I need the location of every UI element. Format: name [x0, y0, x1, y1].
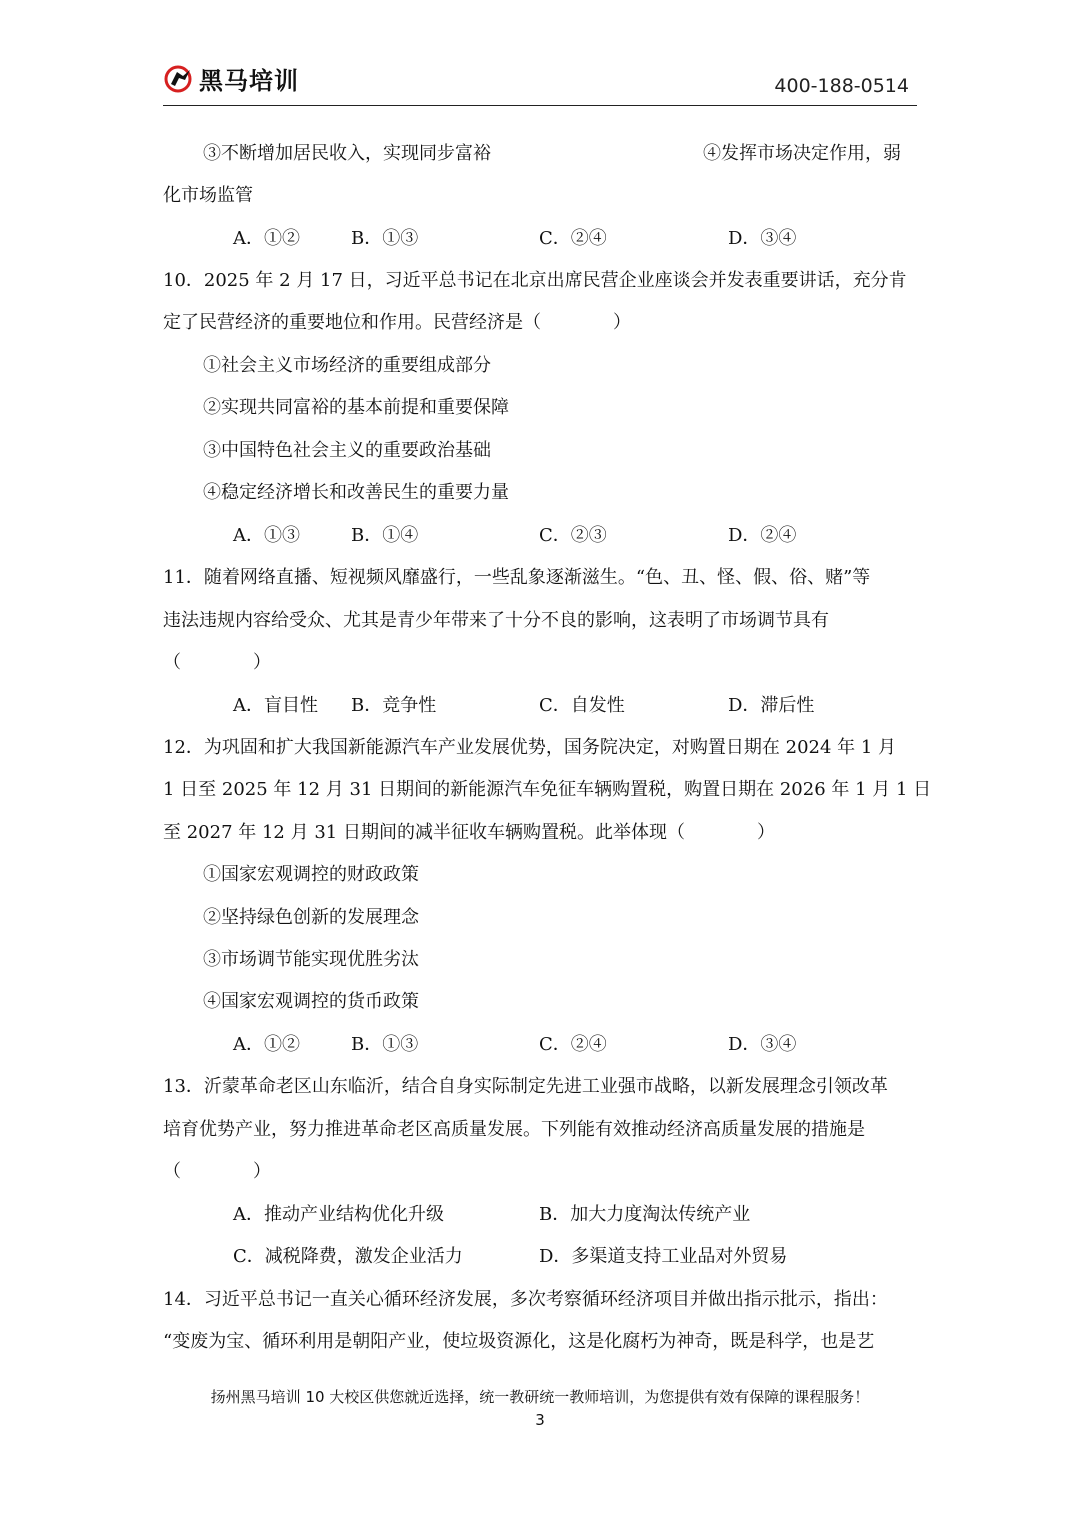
q10-item-1: ①社会主义市场经济的重要组成部分: [203, 355, 491, 376]
q12-option-d: D．③④: [728, 1034, 797, 1055]
q12-item-4: ④国家宏观调控的货币政策: [203, 991, 419, 1012]
q12-option-c: C．②④: [539, 1034, 607, 1055]
brand-name: 黑马培训: [199, 67, 299, 95]
footer-slogan: 扬州黑马培训 10 大校区供您就近选择，统一教研统一教师培训，为您提供有效有保障的课程服务！: [210, 1388, 870, 1406]
q13-line-2: 培育优势产业，努力推进革命老区高质量发展。下列能有效推动经济高质量发展的措施是: [163, 1119, 865, 1140]
q12-item-3: ③市场调节能实现优胜劣汰: [203, 949, 419, 970]
q10-item-2: ②实现共同富裕的基本前提和重要保障: [203, 397, 509, 418]
q13-option-c: C．减税降费，激发企业活力: [233, 1246, 463, 1267]
q9-option-c: C．②④: [539, 228, 607, 249]
q10-line-2: 定了民营经济的重要地位和作用。民营经济是（ ）: [163, 312, 631, 333]
q10-option-a: A．①③: [233, 525, 300, 546]
q11-line-2: 违法违规内容给受众、尤其是青少年带来了十分不良的影响，这表明了市场调节具有: [163, 610, 829, 631]
q12-option-a: A．①②: [233, 1034, 300, 1055]
q9-option-b: B．①③: [351, 228, 419, 249]
q12-option-b: B．①③: [351, 1034, 419, 1055]
q9-option-d: D．③④: [728, 228, 797, 249]
brand-logo: [163, 61, 299, 96]
q9-item-4-cont: 化市场监管: [163, 185, 253, 206]
q11-line-1: 11．随着网络直播、短视频风靡盛行，一些乱象逐渐滋生。“色、丑、怪、假、俗、赌”等: [163, 567, 871, 588]
q10-option-d: D．②④: [728, 525, 797, 546]
q13-option-b: B．加大力度淘汰传统产业: [539, 1204, 751, 1225]
q10-option-b: B．①④: [351, 525, 419, 546]
q11-option-b: B．竞争性: [351, 695, 437, 716]
q10-item-4: ④稳定经济增长和改善民生的重要力量: [203, 482, 509, 503]
q13-line-3: （ ）: [163, 1161, 271, 1182]
q12-line-2: 1 日至 2025 年 12 月 31 日期间的新能源汽车免征车辆购置税，购置日期在 2026 年 1 月 1 日: [163, 779, 932, 800]
q13-option-d: D．多渠道支持工业品对外贸易: [539, 1246, 788, 1267]
header-phone: 400-188-0514: [774, 75, 909, 97]
q10-line-1: 10．2025 年 2 月 17 日，习近平总书记在北京出席民营企业座谈会并发表重要讲话，充分肯: [163, 270, 907, 291]
q9-item-3: ③不断增加居民收入，实现同步富裕: [203, 143, 491, 164]
q12-line-3: 至 2027 年 12 月 31 日期间的减半征收车辆购置税。此举体现（ ）: [163, 822, 775, 843]
q14-line-2: “变废为宝、循环利用是朝阳产业，使垃圾资源化，这是化腐朽为神奇，既是科学，也是艺: [163, 1331, 875, 1352]
q9-item-4: ④发挥市场决定作用，弱: [703, 143, 901, 164]
q11-option-d: D．滞后性: [728, 695, 815, 716]
q13-line-1: 13．沂蒙革命老区山东临沂，结合自身实际制定先进工业强市战略，以新发展理念引领改革: [163, 1076, 888, 1097]
q11-option-a: A．盲目性: [233, 695, 318, 716]
q14-line-1: 14．习近平总书记一直关心循环经济发展，多次考察循环经济项目并做出指示批示，指出：: [163, 1289, 888, 1310]
q11-option-c: C．自发性: [539, 695, 625, 716]
q12-line-1: 12．为巩固和扩大我国新能源汽车产业发展优势，国务院决定，对购置日期在 2024 年 1 月: [163, 737, 897, 758]
q13-option-a: A．推动产业结构优化升级: [233, 1204, 444, 1225]
q11-line-3: （ ）: [163, 652, 271, 673]
page-number: 3: [535, 1411, 545, 1429]
q10-item-3: ③中国特色社会主义的重要政治基础: [203, 440, 491, 461]
q12-item-2: ②坚持绿色创新的发展理念: [203, 907, 419, 928]
page-header: [163, 55, 917, 106]
q12-item-1: ①国家宏观调控的财政政策: [203, 864, 419, 885]
q10-option-c: C．②③: [539, 525, 607, 546]
q9-option-a: A．①②: [233, 228, 300, 249]
horse-logo-icon: [163, 64, 197, 94]
